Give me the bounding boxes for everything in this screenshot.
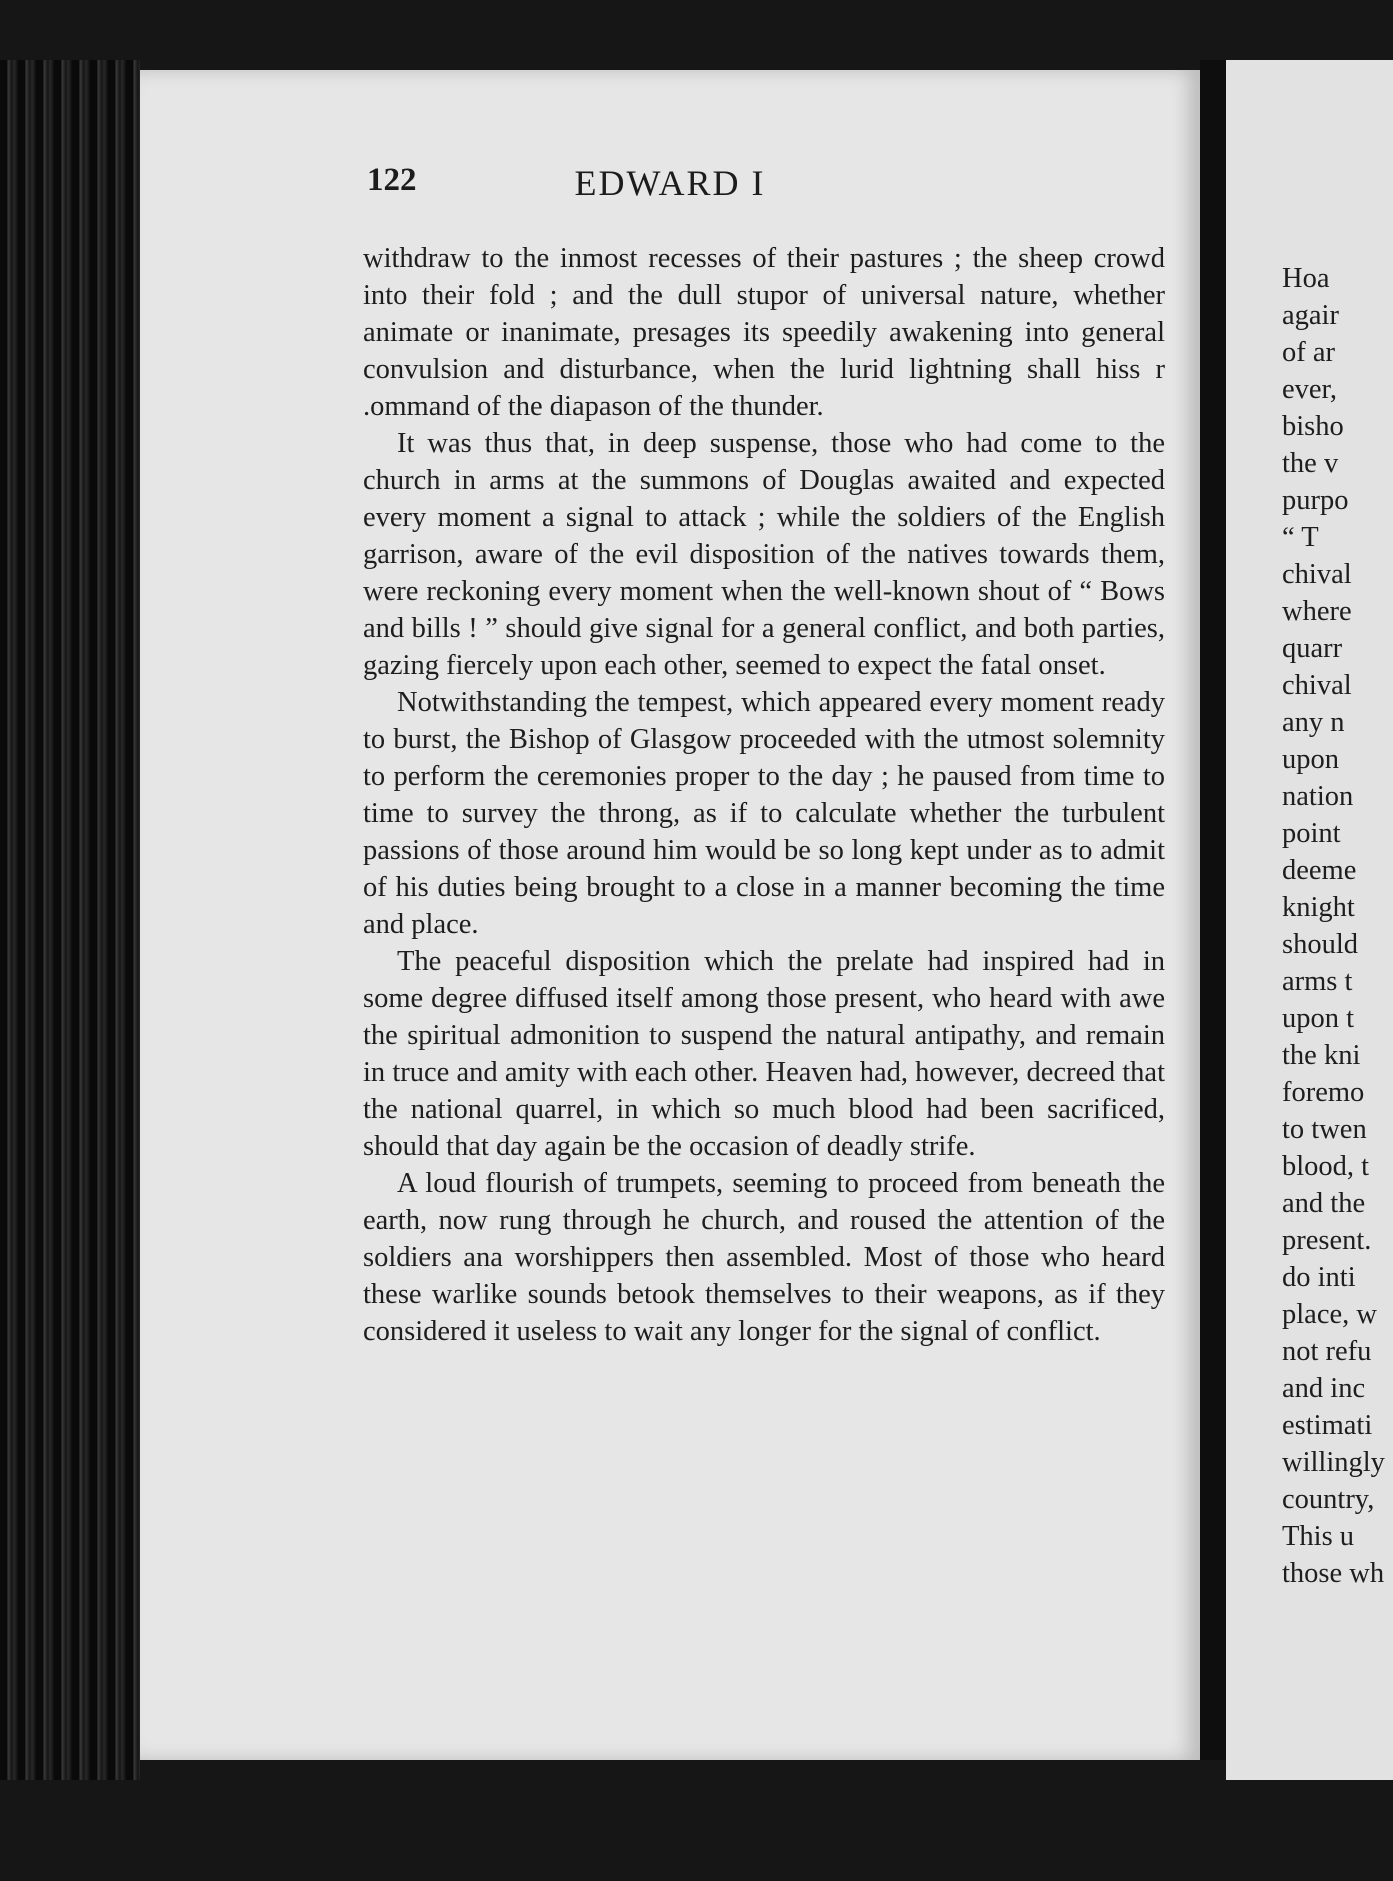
right-page-line: quarr [1282,633,1343,664]
right-page-line: This u [1282,1521,1355,1552]
right-page-line: where [1282,596,1352,627]
right-page-line: not refu [1282,1336,1372,1367]
paragraph: It was thus that, in deep suspense, those who had come to the church in arms at the summons of Douglas awaited and expected every moment a signal to attack ; while the soldiers of the English garrison, aware of the evil disposition of the natives towards them, were reckoning every moment when the well-known shout of “ Bows and bills ! ” should give signal for a general conflict, and both parties, gazing fiercely upon each other, seemed to expect the fatal onset. [363,428,1165,681]
right-page-text [1282,260,1393,1592]
page-gutter [1200,60,1226,1760]
right-page-line: chival [1282,559,1352,590]
right-page-line: present. [1282,1225,1372,1256]
right-page-line: upon t [1282,1003,1355,1034]
paragraph: Notwithstanding the tempest, which appeared every moment ready to burst, the Bishop of Glasgow proceeded with the utmost solemnity to perform the ceremonies proper to the day ; he paused from time to time to survey the throng, as if to calculate whether the turbulent passions of those around him would be so long kept under as to admit of his duties being brought to a close in a manner becoming the time and place. [363,687,1165,940]
right-page-line: to twen [1282,1114,1367,1145]
right-page-line: “ T [1282,522,1319,553]
paragraph: A loud flourish of trumpets, seeming to proceed from beneath the earth, now rung through he church, and roused the attention of the soldiers ana worshippers then assembled. Most of those who heard these warlike sounds betook themselves to their weapons, as if they considered it useless to wait any longer for the signal of conflict. [363,1168,1165,1347]
left-page [140,70,1200,1760]
right-page-line: the kni [1282,1040,1361,1071]
right-page-line: deeme [1282,855,1357,886]
right-page-line: country, [1282,1484,1375,1515]
right-page-line: of ar [1282,337,1336,368]
right-page-line: upon [1282,744,1339,775]
right-page [1226,60,1393,1780]
paragraph: withdraw to the inmost recesses of their pastures ; the sheep crowd into their fold ; and the dull stupor of universal nature, whether animate or inanimate, presages its speedily awakening into general convulsion and disturbance, when the lurid lightning shall hiss r .ommand of the diapason of the thunder. [363,243,1165,422]
running-head: EDWARD I [574,163,766,203]
paragraph: The peaceful disposition which the prelate had inspired had in some degree diffused itself among those present, who heard with awe the spiritual admonition to suspend the natural antipathy, and remain in truce and amity with each other. Heaven had, however, decreed that the national quarrel, in which so much blood had been sacrificed, should that day again be the occasion of deadly strife. [363,946,1165,1162]
right-page-line: the v [1282,448,1339,479]
book-spine [0,60,140,1780]
right-page-line: arms t [1282,966,1353,997]
right-page-line: foremo [1282,1077,1365,1108]
right-page-line: willingly [1282,1447,1385,1478]
right-page-line: blood, t [1282,1151,1370,1182]
right-page-line: nation [1282,781,1354,812]
right-page-line: bisho [1282,411,1344,442]
right-page-line: those wh [1282,1558,1385,1589]
right-page-line: chival [1282,670,1352,701]
right-page-line: point [1282,818,1341,849]
right-page-line: knight [1282,892,1355,923]
right-page-line: purpo [1282,485,1349,516]
body-text [363,240,1165,1350]
right-page-line: Hoa [1282,263,1330,294]
right-page-line: and inc [1282,1373,1366,1404]
right-page-line: any n [1282,707,1345,738]
right-page-line: ever, [1282,374,1338,405]
right-page-line: estimati [1282,1410,1373,1441]
page-number: 122 [367,162,417,198]
right-page-line: should [1282,929,1359,960]
right-page-line: agair [1282,300,1339,331]
right-page-line: place, w [1282,1299,1377,1330]
right-page-line: and the [1282,1188,1366,1219]
right-page-line: do inti [1282,1262,1356,1293]
